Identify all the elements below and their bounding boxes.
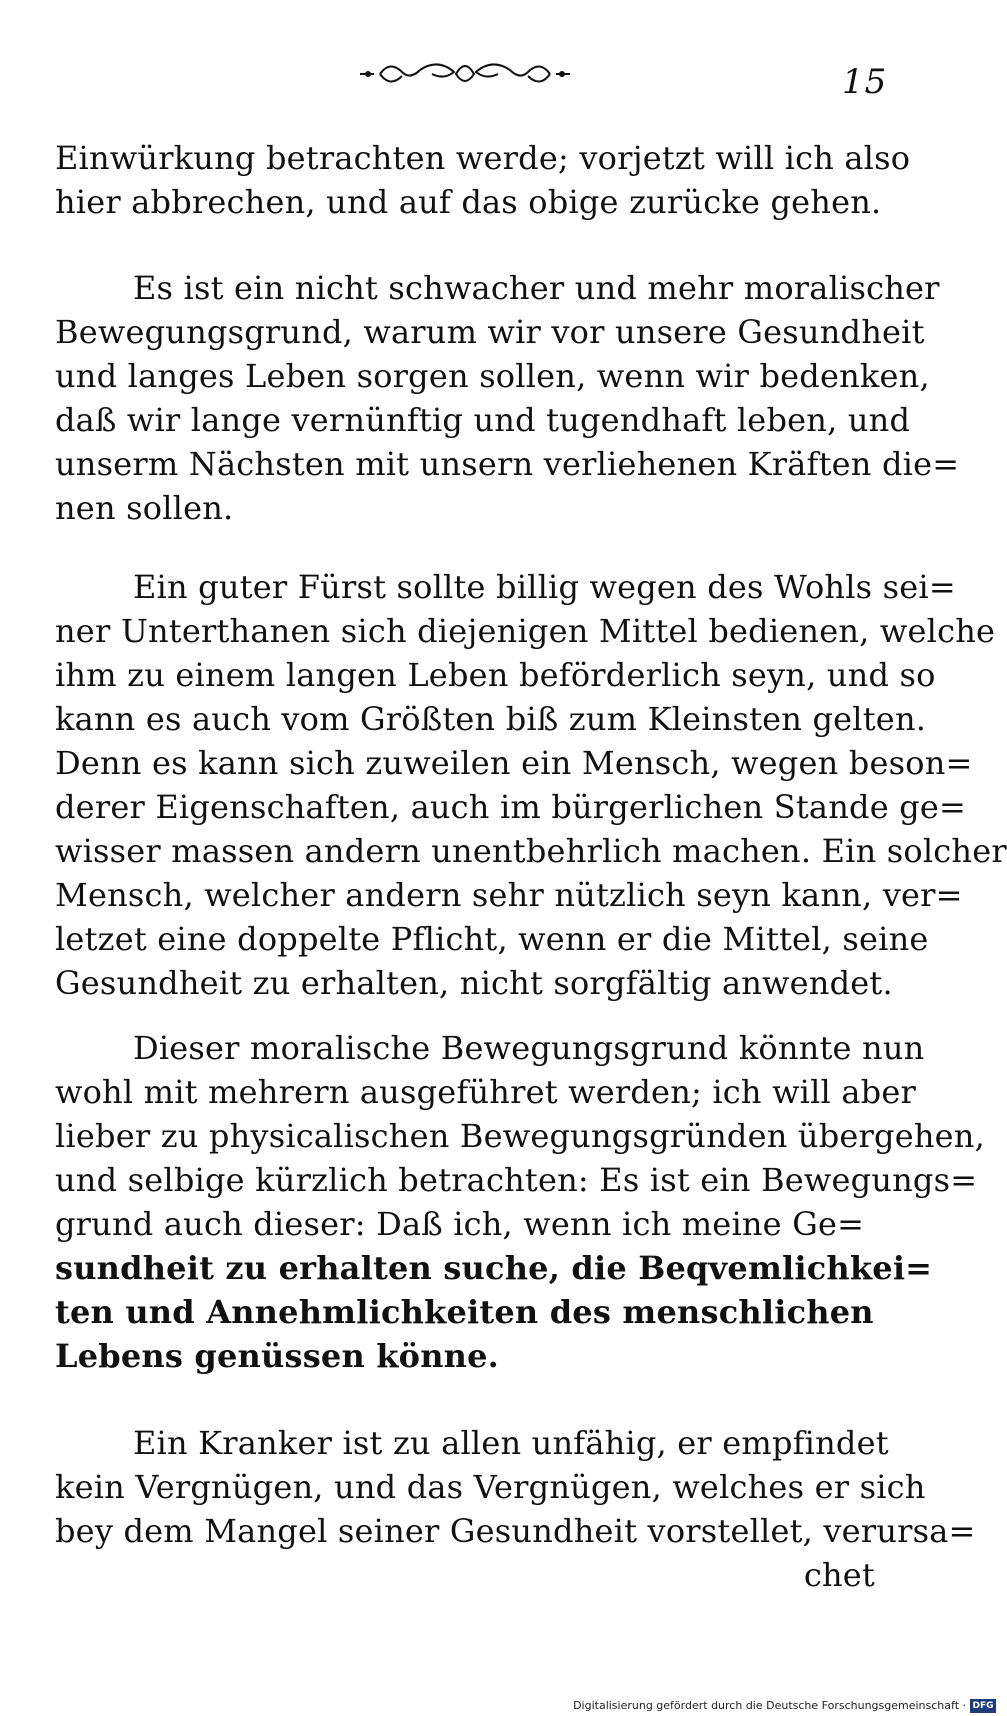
dfg-logo: DFG xyxy=(970,1699,996,1713)
text-line: und selbige kürzlich betrachten: Es ist ein Bewegungs= xyxy=(55,1161,978,1199)
text-line: wisser massen andern unentbehrlich machen. Ein solcher xyxy=(55,832,1007,870)
text-line: ten und Annehmlichkeiten des menschlichen xyxy=(55,1293,874,1331)
text-line: Ein Kranker ist zu allen unfähig, er empfindet xyxy=(133,1424,889,1462)
text-line: unserm Nächsten mit unsern verliehenen Kräften die= xyxy=(55,445,960,483)
text-line: Denn es kann sich zuweilen ein Mensch, wegen beson= xyxy=(55,744,973,782)
text-line: kann es auch vom Größten biß zum Kleinsten gelten. xyxy=(55,700,927,738)
text-line: ihm zu einem langen Leben beförderlich seyn, und so xyxy=(55,656,936,694)
text-line: sundheit zu erhalten suche, die Beqvemlichkei= xyxy=(55,1249,933,1287)
text-line: hier abbrechen, und auf das obige zurücke gehen. xyxy=(55,183,882,221)
text-line: Bewegungsgrund, warum wir vor unsere Gesundheit xyxy=(55,313,925,351)
text-line: derer Eigenschaften, auch im bürgerlichen Stande ge= xyxy=(55,788,967,826)
text-line: wohl mit mehrern ausgeführet werden; ich will aber xyxy=(55,1073,916,1111)
text-line: und langes Leben sorgen sollen, wenn wir bedenken, xyxy=(55,357,930,395)
text-line: Ein guter Fürst sollte billig wegen des Wohls sei= xyxy=(133,568,956,606)
digitization-credit: Digitalisierung gefördert durch die Deutsche Forschungsgemeinschaft · xyxy=(573,1699,966,1712)
text-line: Gesundheit zu erhalten, nicht sorgfältig anwendet. xyxy=(55,964,893,1002)
text-line: Lebens genüssen könne. xyxy=(55,1337,500,1375)
text-line: grund auch dieser: Daß ich, wenn ich meine Ge= xyxy=(55,1205,865,1243)
text-line: nen sollen. xyxy=(55,489,234,527)
text-line: lieber zu physicalischen Bewegungsgründen übergehen, xyxy=(55,1117,985,1155)
text-line: Mensch, welcher andern sehr nützlich seyn kann, ver= xyxy=(55,876,963,914)
floral-vignette-icon xyxy=(360,54,570,94)
paragraph-5 xyxy=(55,1421,976,1597)
text-line: bey dem Mangel seiner Gesundheit vorstellet, verursa= xyxy=(55,1512,976,1550)
text-line: Einwürkung betrachten werde; vorjetzt will ich also xyxy=(55,139,911,177)
text-line: Es ist ein nicht schwacher und mehr moralischer xyxy=(133,269,940,307)
text-line: Dieser moralische Bewegungsgrund könnte nun xyxy=(133,1029,925,1067)
catchword: chet xyxy=(803,1556,875,1594)
paragraph-1 xyxy=(55,136,911,224)
paragraph-4 xyxy=(55,1026,985,1378)
page-number: 15 xyxy=(842,62,888,102)
paragraph-3 xyxy=(55,565,1007,1005)
text-line: letzet eine doppelte Pflicht, wenn er die Mittel, seine xyxy=(55,920,929,958)
text-line: ner Unterthanen sich diejenigen Mittel bedienen, welche xyxy=(55,612,996,650)
text-line: kein Vergnügen, und das Vergnügen, welches er sich xyxy=(55,1468,926,1506)
text-line: daß wir lange vernünftig und tugendhaft leben, und xyxy=(55,401,911,439)
paragraph-2 xyxy=(55,266,960,530)
